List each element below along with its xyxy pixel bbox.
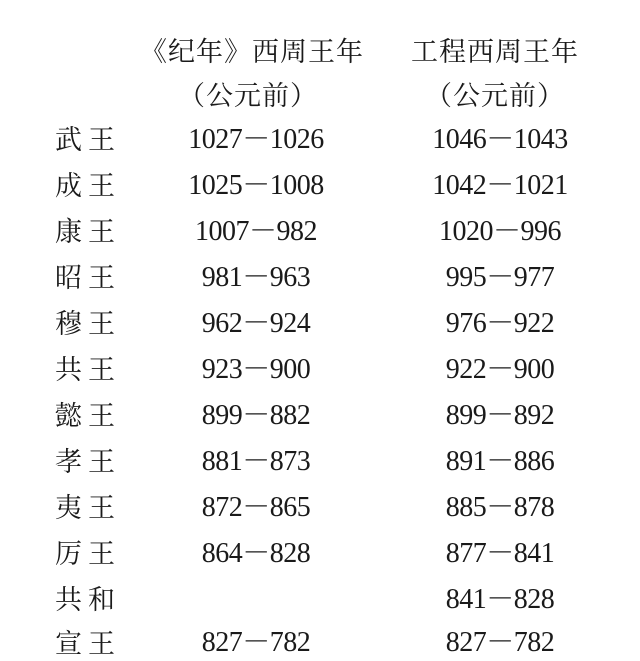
col1-title: 《纪年》西周王年 [140,37,364,68]
gongcheng-years: 885－878 [445,492,555,523]
king-name: 夷王 [55,493,121,524]
king-name: 昭王 [55,263,121,294]
jinian-years: 872－865 [201,492,311,523]
gongcheng-years: 1020－996 [438,216,561,247]
gongcheng-years: 891－886 [445,446,555,477]
king-name: 共和 [55,585,121,616]
gongcheng-years: 976－922 [445,308,555,339]
jinian-years: 1025－1008 [188,170,324,201]
king-name: 厉王 [55,539,121,570]
king-name: 成王 [55,171,121,202]
jinian-years: 981－963 [201,262,311,293]
king-name: 懿王 [55,401,121,432]
gongcheng-years: 1042－1021 [432,170,568,201]
gongcheng-years: 877－841 [445,538,555,569]
king-name: 穆王 [55,309,121,340]
king-name: 共王 [55,355,121,386]
gongcheng-years: 827－782 [445,627,555,658]
jinian-years: 864－828 [201,538,311,569]
king-name: 孝王 [55,447,121,478]
jinian-years: 1027－1026 [188,124,324,155]
col2-title: 工程西周王年 [411,37,579,68]
jinian-years: 962－924 [201,308,311,339]
gongcheng-years: 1046－1043 [432,124,568,155]
jinian-years: 899－882 [201,400,311,431]
col1-subtitle: （公元前） [178,81,318,112]
gongcheng-years: 841－828 [445,584,555,615]
gongcheng-years: 995－977 [445,262,555,293]
jinian-years: 923－900 [201,354,311,385]
jinian-years: 1007－982 [194,216,317,247]
king-name: 康王 [55,217,121,248]
king-name: 武王 [55,125,121,156]
jinian-years: 827－782 [201,627,311,658]
gongcheng-years: 922－900 [445,354,555,385]
gongcheng-years: 899－892 [445,400,555,431]
king-name: 宣王 [55,629,121,660]
jinian-years: 881－873 [201,446,311,477]
col2-subtitle: （公元前） [425,81,565,112]
